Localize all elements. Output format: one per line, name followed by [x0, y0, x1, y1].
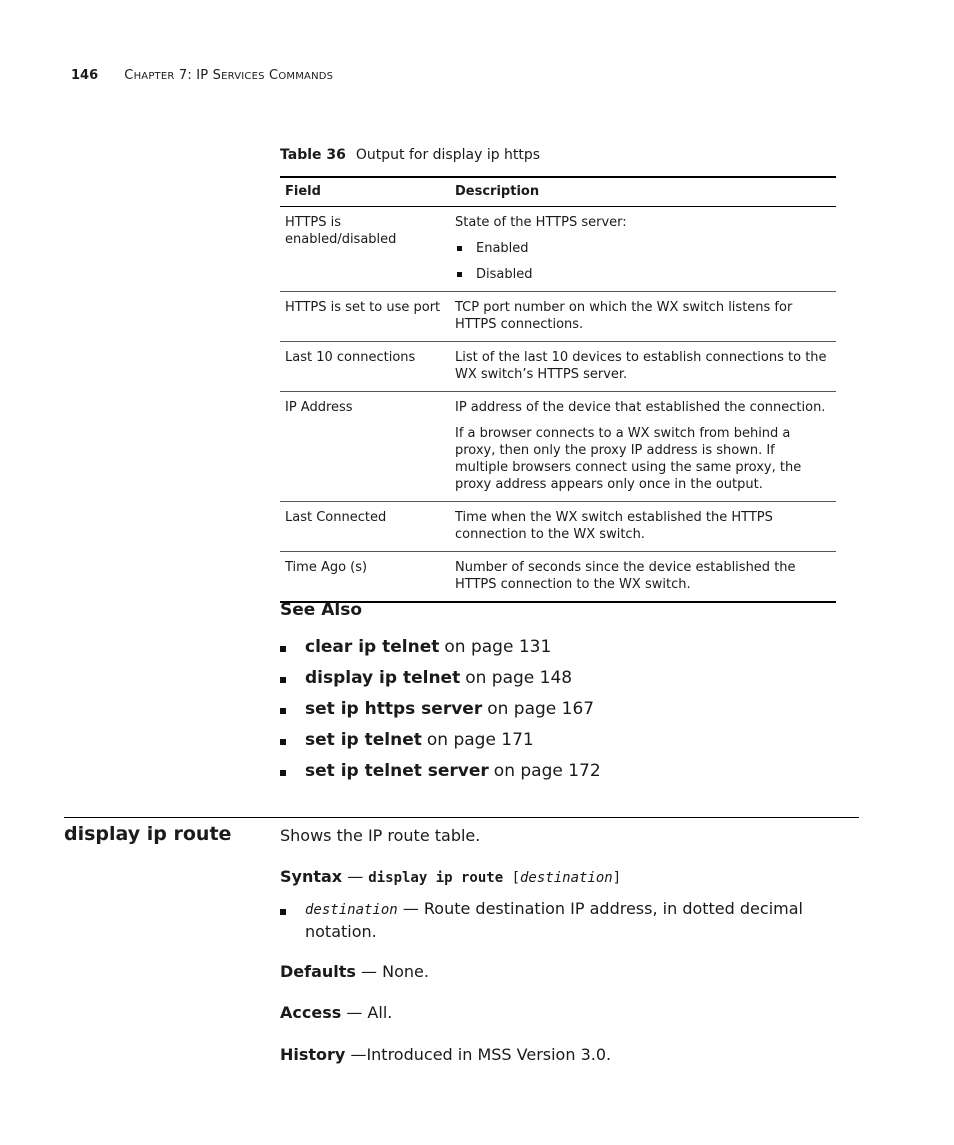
bullet-icon	[280, 909, 286, 915]
description-cell	[450, 207, 836, 292]
description-text: State of the HTTPS server:	[455, 215, 627, 230]
field-cell: HTTPS is enabled/disabled	[285, 215, 397, 247]
history-line: History —Introduced in MSS Version 3.0.	[280, 1045, 612, 1064]
table-row	[280, 552, 836, 603]
table-row	[280, 392, 836, 502]
table-row	[280, 207, 836, 292]
field-cell: Last Connected	[280, 502, 450, 552]
list-item: Disabled	[455, 266, 831, 283]
description-cell: List of the last 10 devices to establish connections to the WX switch’s HTTPS server.	[450, 342, 836, 392]
description-text: IP address of the device that established the connection.	[455, 400, 826, 415]
output-table	[280, 176, 836, 603]
field-cell: IP Address	[280, 392, 450, 502]
defaults-line: Defaults — None.	[280, 962, 429, 981]
field-cell: Time Ago (s)	[280, 552, 450, 603]
table-caption	[280, 147, 540, 163]
column-header-field: Field	[280, 177, 450, 207]
bullet-icon	[280, 739, 286, 745]
description-cell: Time when the WX switch established the HTTPS connection to the WX switch.	[450, 502, 836, 552]
see-also-item[interactable]: clear ip telnet on page 131	[280, 631, 601, 662]
table-header-row	[280, 177, 836, 207]
syntax-command: display ip route	[368, 870, 504, 886]
running-header	[71, 68, 333, 83]
see-also-item[interactable]: set ip telnet on page 171	[280, 724, 601, 755]
parameter-name: destination	[305, 902, 398, 918]
parameter-description: — Route destination IP address, in dotted decimal notation.	[305, 899, 803, 941]
section-divider	[64, 817, 859, 818]
column-header-description: Description	[450, 177, 836, 207]
see-also-item[interactable]: set ip https server on page 167	[280, 693, 601, 724]
syntax-argument: destination	[520, 870, 613, 886]
description-cell: TCP port number on which the WX switch listens for HTTPS connections.	[450, 292, 836, 342]
description-cell: Number of seconds since the device established the HTTPS connection to the WX switch.	[450, 552, 836, 603]
field-cell: Last 10 connections	[280, 342, 450, 392]
syntax-line: Syntax — display ip route [destination]	[280, 867, 622, 886]
field-cell: HTTPS is set to use port	[280, 292, 450, 342]
chapter-title: CHAPTER 7: IP SERVICES COMMANDS	[124, 68, 334, 83]
bullet-icon	[457, 272, 462, 277]
access-line: Access — All.	[280, 1003, 393, 1022]
description-cell	[450, 392, 836, 502]
section-summary: Shows the IP route table.	[280, 826, 481, 845]
bullet-icon	[280, 708, 286, 714]
table-caption-label: Table 36	[280, 147, 346, 163]
see-also-list	[280, 631, 601, 786]
list-item: Enabled	[455, 240, 831, 257]
table-caption-text: Output for display ip https	[355, 147, 541, 163]
see-also-item[interactable]: set ip telnet server on page 172	[280, 755, 601, 786]
table-row	[280, 502, 836, 552]
bullet-icon	[280, 646, 286, 652]
table-row	[280, 342, 836, 392]
see-also-item[interactable]: display ip telnet on page 148	[280, 662, 601, 693]
parameter-item	[280, 898, 840, 942]
page-number: 146	[71, 68, 99, 83]
table-row	[280, 292, 836, 342]
description-text: If a browser connects to a WX switch from behind a proxy, then only the proxy IP address is shown. If multiple browsers connect using the same proxy, the proxy address appears only once in the output.	[455, 426, 802, 492]
section-title: display ip route	[64, 823, 232, 845]
bullet-icon	[280, 677, 286, 683]
bullet-icon	[280, 770, 286, 776]
bullet-icon	[457, 246, 462, 251]
see-also-heading: See Also	[280, 600, 363, 620]
